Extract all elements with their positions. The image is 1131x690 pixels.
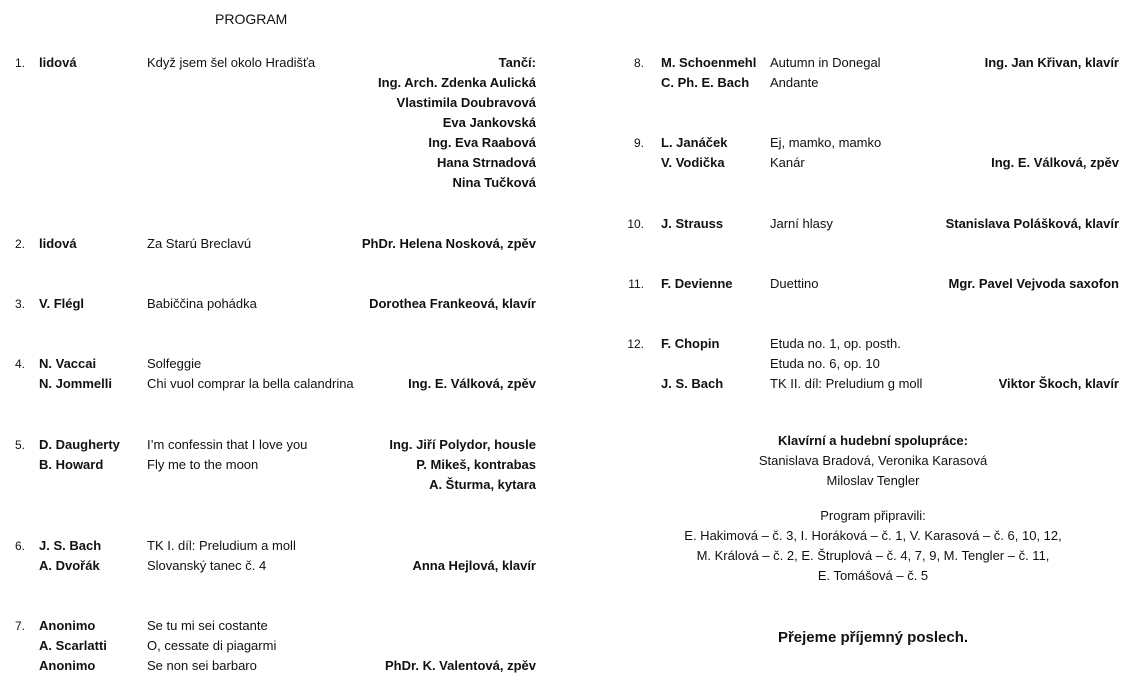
composer: J. Strauss [661, 216, 724, 231]
accompaniment-line: Miloslav Tengler [826, 473, 920, 488]
item-number: 7. [14, 619, 25, 633]
item-number: 6. [14, 539, 25, 553]
work-title: Když jsem šel okolo Hradišťa [147, 55, 316, 70]
composer: lidová [39, 236, 77, 251]
work-title: O, cessate di piagarmi [147, 638, 277, 653]
composer: L. Janáček [661, 135, 728, 150]
work-title: Solfeggie [147, 356, 202, 371]
performer: Stanislava Polášková, klavír [945, 216, 1119, 231]
work-title: Etuda no. 1, op. posth. [770, 336, 901, 351]
item-number: 2. [14, 237, 25, 251]
composer: F. Chopin [661, 336, 720, 351]
performer: PhDr. K. Valentová, zpěv [385, 658, 536, 673]
composer: B. Howard [39, 457, 104, 472]
composer: J. S. Bach [39, 538, 102, 553]
composer: V. Flégl [39, 296, 85, 311]
work-title: Etuda no. 6, op. 10 [770, 356, 880, 371]
prepared-line: E. Tomášová – č. 5 [817, 568, 929, 583]
item-number: 3. [14, 297, 25, 311]
composer: C. Ph. E. Bach [661, 75, 750, 90]
composer: F. Devienne [661, 276, 733, 291]
item-number: 9. [633, 136, 644, 150]
composer: V. Vodička [661, 155, 725, 170]
work-title: Chi vuol comprar la bella calandrina [147, 376, 354, 391]
performer: Dorothea Frankeová, klavír [369, 296, 536, 311]
composer: D. Daugherty [39, 437, 120, 452]
performer: P. Mikeš, kontrabas [416, 457, 536, 472]
work-title: Ej, mamko, mamko [770, 135, 882, 150]
composer: Anonimo [39, 618, 96, 633]
performer: Viktor Škoch, klavír [998, 376, 1119, 391]
accompaniment-line: Stanislava Bradová, Veronika Karasová [758, 453, 988, 468]
performer: Ing. Jiří Polydor, housle [389, 437, 536, 452]
performer: Ing. Jan Křivan, klavír [984, 55, 1119, 70]
item-number: 8. [633, 56, 644, 70]
work-title: Se non sei barbaro [147, 658, 257, 673]
composer: A. Dvořák [39, 558, 100, 573]
work-title: TK II. díl: Preludium g moll [770, 376, 923, 391]
composer: A. Scarlatti [39, 638, 107, 653]
work-title: Jarní hlasy [770, 216, 833, 231]
prepared-line: E. Hakimová – č. 3, I. Horáková – č. 1, V. Karasová – č. 6, 10, 12, [684, 528, 1062, 543]
work-title: I’m confessin that I love you [147, 437, 308, 452]
performer: PhDr. Helena Nosková, zpěv [361, 236, 536, 251]
accompaniment-heading: Klavírní a hudební spolupráce: [778, 433, 968, 448]
performer: Eva Jankovská [442, 115, 536, 130]
performer: Ing. E. Válková, zpěv [991, 155, 1119, 170]
work-title: Duettino [770, 276, 819, 291]
item-number: 12. [627, 337, 644, 351]
work-title: Babiččina pohádka [147, 296, 257, 311]
composer: Anonimo [39, 658, 96, 673]
performer: Vlastimila Doubravová [396, 95, 536, 110]
performer: Nina Tučková [452, 175, 536, 190]
composer: lidová [39, 55, 77, 70]
item-number: 11. [628, 277, 644, 291]
work-title: Kanár [770, 155, 805, 170]
performer: Anna Hejlová, klavír [412, 558, 536, 573]
performer: A. Šturma, kytara [429, 477, 536, 492]
composer: N. Jommelli [39, 376, 112, 391]
item-number: 4. [14, 357, 25, 371]
performer: Ing. E. Válková, zpěv [408, 376, 536, 391]
closing-wish: Přejeme příjemný poslech. [777, 629, 969, 646]
performer: Ing. Eva Raabová [428, 135, 536, 150]
performer: Mgr. Pavel Vejvoda saxofon [948, 276, 1119, 291]
work-title: Se tu mi sei costante [147, 618, 268, 633]
page-title: PROGRAM [215, 11, 288, 27]
item-number: 1. [14, 56, 25, 70]
item-number: 10. [627, 217, 644, 231]
work-title: Slovanský tanec č. 4 [147, 558, 267, 573]
item-number: 5. [14, 438, 25, 452]
prepared-line: M. Králová – č. 2, E. Štruplová – č. 4, 7, 9, M. Tengler – č. 11, [696, 548, 1050, 563]
work-title: TK I. díl: Preludium a moll [147, 538, 296, 553]
work-title: Autumn in Donegal [770, 55, 881, 70]
composer: N. Vaccai [39, 356, 97, 371]
performer: Hana Strnadová [437, 155, 536, 170]
performer: Ing. Arch. Zdenka Aulická [378, 75, 536, 90]
work-title: Za Starú Breclavú [147, 236, 252, 251]
work-title: Andante [770, 75, 819, 90]
prepared-heading: Program připravili: [820, 508, 926, 523]
performer: Tančí: [498, 55, 536, 70]
composer: M. Schoenmehl [661, 55, 757, 70]
composer: J. S. Bach [661, 376, 724, 391]
work-title: Fly me to the moon [147, 457, 259, 472]
